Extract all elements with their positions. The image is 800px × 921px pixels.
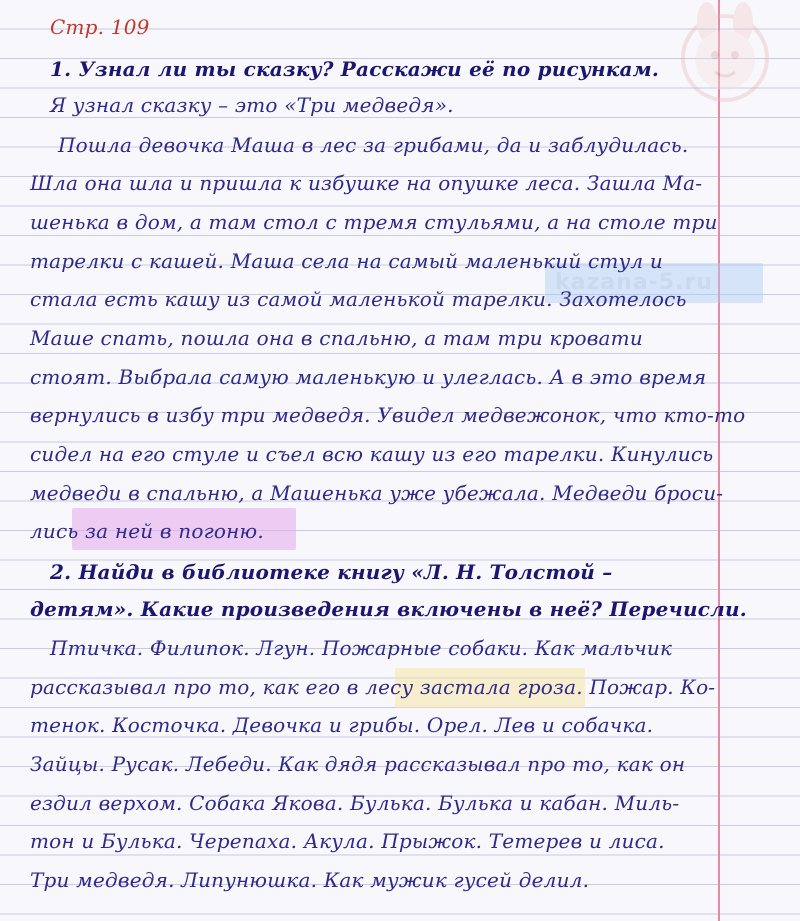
task2-line: Зайцы. Русак. Лебеди. Как дядя рассказывал про то, как он (30, 752, 686, 776)
task1-line: шенька в дом, а там стол с тремя стульями, а на столе три (30, 210, 718, 234)
task2-line: Птичка. Филипок. Лгун. Пожарные собаки. Как мальчик (50, 636, 673, 660)
task1-line: Я узнал сказку – это «Три медведя». (50, 93, 454, 117)
task1-line: стоят. Выбрала самую маленькую и улеглась. А в это время (30, 365, 707, 389)
task2-line: рассказывал про то, как его в лесу застала гроза. Пожар. Ко- (30, 675, 716, 699)
task2-line: тон и Булька. Черепаха. Акула. Прыжок. Тетерев и лиса. (30, 829, 665, 853)
task2-line: тенок. Косточка. Девочка и грибы. Орел. Лев и собачка. (30, 713, 654, 737)
task2-line: ездил верхом. Собака Якова. Булька. Булька и кабан. Миль- (30, 791, 680, 815)
task1-line: вернулись в избу три медведя. Увидел медвежонок, что кто-то (30, 403, 746, 427)
page-number: Стр. 109 (50, 15, 150, 39)
task1-line: медведи в спальню, а Машенька уже убежала. Медведи броси- (30, 481, 724, 505)
task1-line: лись за ней в погоню. (30, 519, 264, 543)
watermark-text: kazana-5.ru (555, 270, 713, 295)
task1-line: Маше спать, пошла она в спальню, а там три кровати (30, 326, 643, 350)
task1-line: стала есть кашу из самой маленькой тарелки. Захотелось (30, 287, 687, 311)
margin-line (718, 0, 720, 921)
task1-line: Шла она шла и пришла к избушке на опушке леса. Зашла Ма- (30, 171, 703, 195)
task2-heading: 2. Найди в библиотеке книгу «Л. Н. Толстой – (50, 560, 613, 584)
task1-heading: 1. Узнал ли ты сказку? Расскажи её по рисункам. (50, 57, 660, 81)
task2-line: Три медведя. Липунюшка. Как мужик гусей делил. (30, 868, 590, 892)
task1-line: сидел на его стуле и съел всю кашу из его тарелки. Кинулись (30, 442, 714, 466)
task1-line: Пошла девочка Маша в лес за грибами, да и заблудилась. (58, 133, 689, 157)
task2-heading: детям». Какие произведения включены в неё? Перечисли. (30, 597, 747, 621)
logo-stamp-icon (665, 0, 785, 110)
task1-line: тарелки с кашей. Маша села на самый маленький стул и (30, 249, 663, 273)
